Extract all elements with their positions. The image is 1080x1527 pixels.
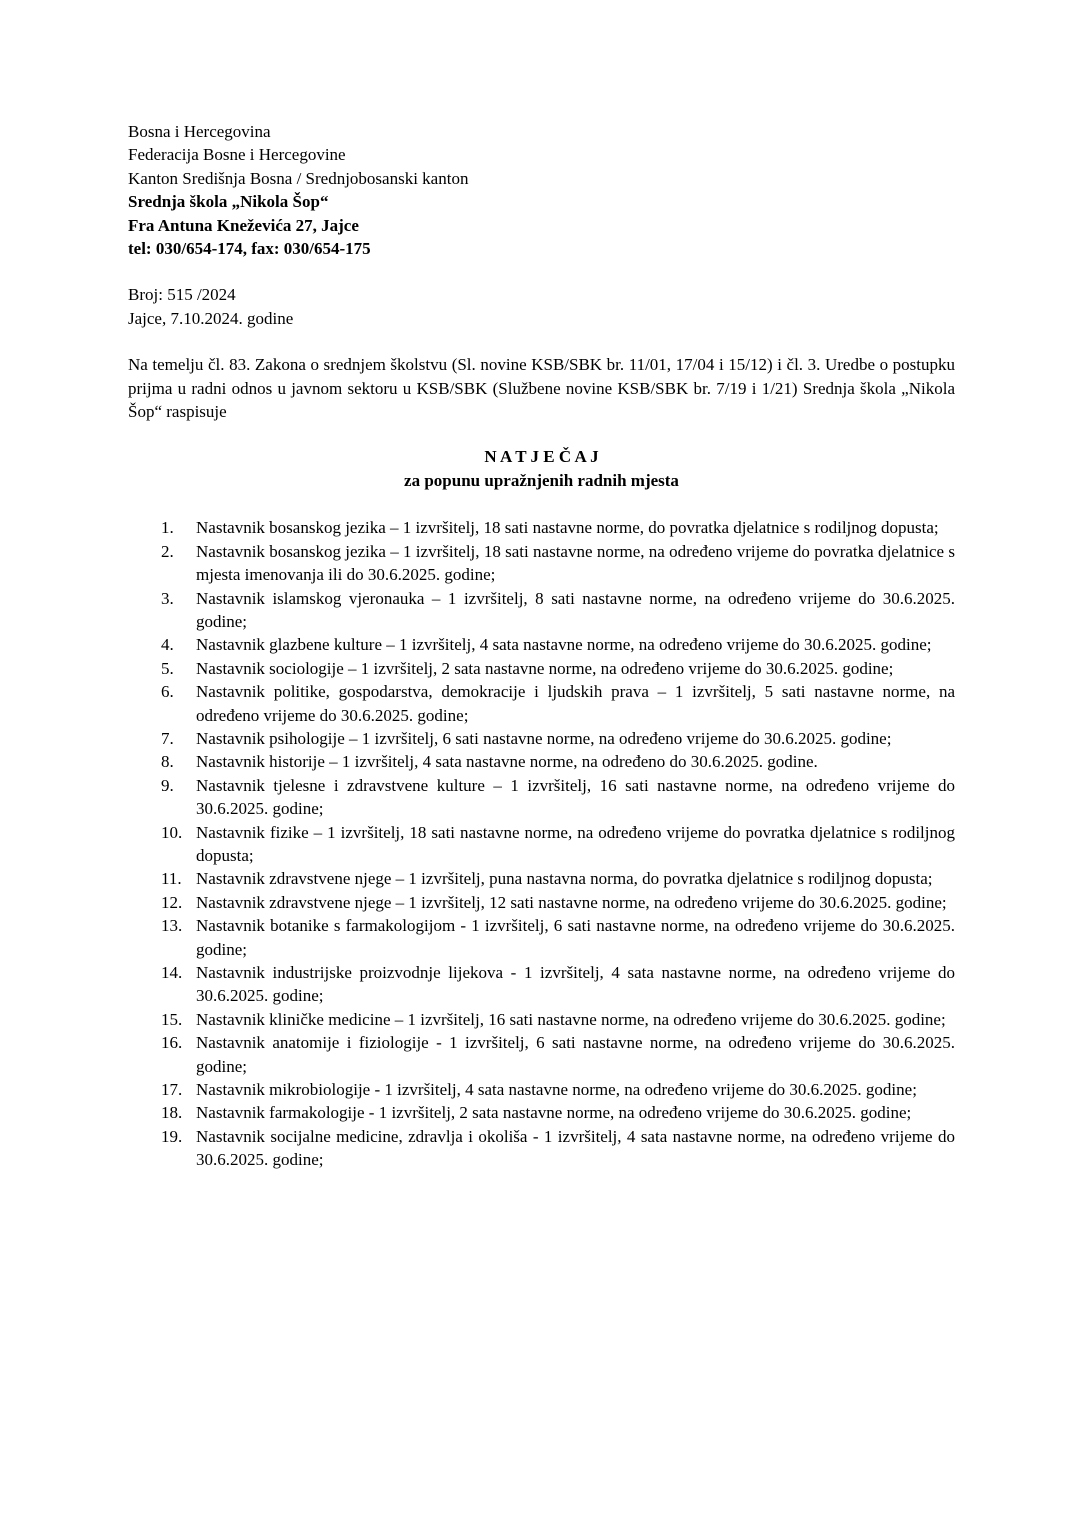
notice-title: N A T J E Č A J — [484, 447, 599, 467]
header-federation: Federacija Bosne i Hercegovine — [128, 145, 346, 165]
list-item: Nastavnik politike, gospodarstva, demokracije i ljudskih prava – 1 izvršitelj, 5 sati nastavne norme, na određeno vrijeme do 30.6.2025. godine; — [196, 682, 955, 725]
list-item: Nastavnik farmakologije - 1 izvršitelj, 2 sata nastavne norme, na određeno vrijeme do 30.6.2025. godine; — [196, 1103, 912, 1123]
intro-paragraph: Na temelju čl. 83. Zakona o srednjem školstvu (Sl. novine KSB/SBK br. 11/01, 17/04 i 15/12) i čl. 3. Uredbe o postupku prijma u radni odnos u javnom sektoru u KSB/SBK (Službene novine KSB/SBK br. 7/19 i 1/21) Srednja škola „Nikola Šop“ raspisuje — [128, 355, 955, 422]
vacancy-list — [128, 516, 955, 1171]
list-item: Nastavnik bosanskog jezika – 1 izvršitelj, 18 sati nastavne norme, do povratka djelatnice s rodiljnog dopusta; — [196, 518, 939, 538]
list-item: Nastavnik glazbene kulture – 1 izvršitelj, 4 sata nastavne norme, na određeno vrijeme do 30.6.2025. godine; — [196, 635, 932, 655]
list-item: Nastavnik botanike s farmakologijom - 1 izvršitelj, 6 sati nastavne norme, na određeno vrijeme do 30.6.2025. godine; — [196, 916, 955, 959]
list-item: Nastavnik historije – 1 izvršitelj, 4 sata nastavne norme, na određeno do 30.6.2025. godine. — [196, 752, 818, 772]
list-item: Nastavnik socijalne medicine, zdravlja i okoliša - 1 izvršitelj, 4 sata nastavne norme, na određeno vrijeme do 30.6.2025. godine; — [196, 1126, 955, 1170]
list-item: Nastavnik mikrobiologije - 1 izvršitelj, 4 sata nastavne norme, na određeno vrijeme do 30.6.2025. godine; — [196, 1080, 917, 1100]
list-item: Nastavnik tjelesne i zdravstvene kulture – 1 izvršitelj, 16 sati nastavne norme, na određeno vrijeme do 30.6.2025. godine; — [196, 775, 955, 819]
school-address: Fra Antuna Kneževića 27, Jajce — [128, 215, 359, 235]
list-item: Nastavnik sociologije – 1 izvršitelj, 2 sata nastavne norme, na određeno vrijeme do 30.6.2025. godine; — [196, 658, 894, 678]
header-country: Bosna i Hercegovina — [128, 122, 271, 141]
list-item: Nastavnik anatomije i fiziologije - 1 izvršitelj, 6 sati nastavne norme, na određeno vrijeme do 30.6.2025. godine; — [196, 1033, 955, 1076]
notice-title-block — [128, 445, 955, 492]
list-item: Nastavnik industrijske proizvodnje lijekova - 1 izvršitelj, 4 sata nastavne norme, na određeno vrijeme do 30.6.2025. godine; — [196, 963, 955, 1006]
reference-number: Broj: 515 /2024 — [128, 285, 236, 305]
list-item: Nastavnik fizike – 1 izvršitelj, 18 sati nastavne norme, na određeno vrijeme do povratka djelatnice s rodiljnog dopusta; — [196, 822, 955, 865]
reference-block — [128, 283, 955, 330]
list-item: Nastavnik kliničke medicine – 1 izvršitelj, 16 sati nastavne norme, na određeno vrijeme do 30.6.2025. godine; — [196, 1009, 946, 1029]
notice-subtitle: za popunu upražnjenih radnih mjesta — [404, 470, 679, 490]
list-item: Nastavnik bosanskog jezika – 1 izvršitelj, 18 sati nastavne norme, na određeno vrijeme do povratka djelatnice s mjesta imenovanja ili do 30.6.2025. godine; — [196, 541, 955, 585]
school-name: Srednja škola „Nikola Šop“ — [128, 192, 329, 212]
list-item: Nastavnik islamskog vjeronauka – 1 izvršitelj, 8 sati nastavne norme, na određeno vrijeme do 30.6.2025. godine; — [196, 588, 955, 631]
list-item: Nastavnik psihologije – 1 izvršitelj, 6 sati nastavne norme, na određeno vrijeme do 30.6.2025. godine; — [196, 728, 892, 748]
list-item: Nastavnik zdravstvene njege – 1 izvršitelj, puna nastavna norma, do povratka djelatnice s rodiljnog dopusta; — [196, 869, 933, 889]
reference-date-place: Jajce, 7.10.2024. godine — [128, 308, 294, 328]
list-item: Nastavnik zdravstvene njege – 1 izvršitelj, 12 sati nastavne norme, na određeno vrijeme do 30.6.2025. godine; — [196, 892, 947, 912]
letterhead — [128, 120, 955, 260]
header-canton: Kanton Središnja Bosna / Srednjobosanski kanton — [128, 168, 469, 188]
school-phone-fax: tel: 030/654-174, fax: 030/654-175 — [128, 239, 371, 259]
